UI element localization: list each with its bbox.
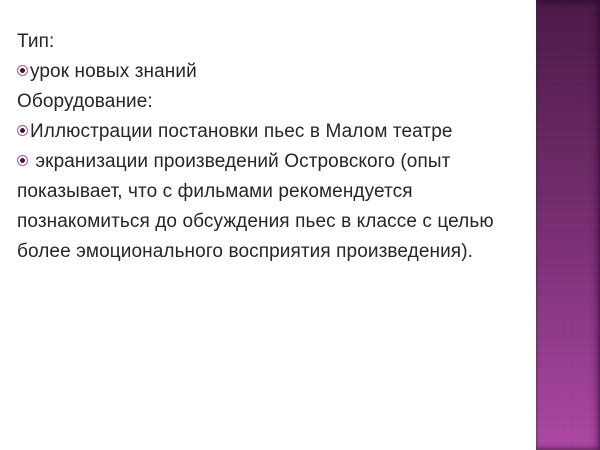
heading-equipment xyxy=(17,87,523,117)
ring-dot-bullet-icon xyxy=(17,155,28,166)
heading-type-label: Тип: xyxy=(17,31,55,52)
bullet-item-screen-adaptations xyxy=(17,147,523,267)
bullet-item-illustrations-text: Иллюстрации постановки пьес в Малом театре xyxy=(30,121,453,142)
slide-text-block xyxy=(17,27,523,267)
bullet-item-illustrations xyxy=(17,117,523,147)
decorative-gradient-stripe xyxy=(536,0,600,450)
ring-dot-bullet-icon xyxy=(17,65,28,76)
heading-equipment-label: Оборудование: xyxy=(17,91,153,112)
bullet-item-lesson-type xyxy=(17,57,523,87)
bullet-item-screen-adaptations-text: экранизации произведений Островского (опыт показывает, что с фильмами рекомендуется познакомиться до обсуждения пьес в классе с целью более эмоционального восприятия произведения). xyxy=(17,151,494,262)
ring-dot-bullet-icon xyxy=(17,125,28,136)
bullet-item-lesson-type-text: урок новых знаний xyxy=(30,61,197,82)
heading-type xyxy=(17,27,523,57)
